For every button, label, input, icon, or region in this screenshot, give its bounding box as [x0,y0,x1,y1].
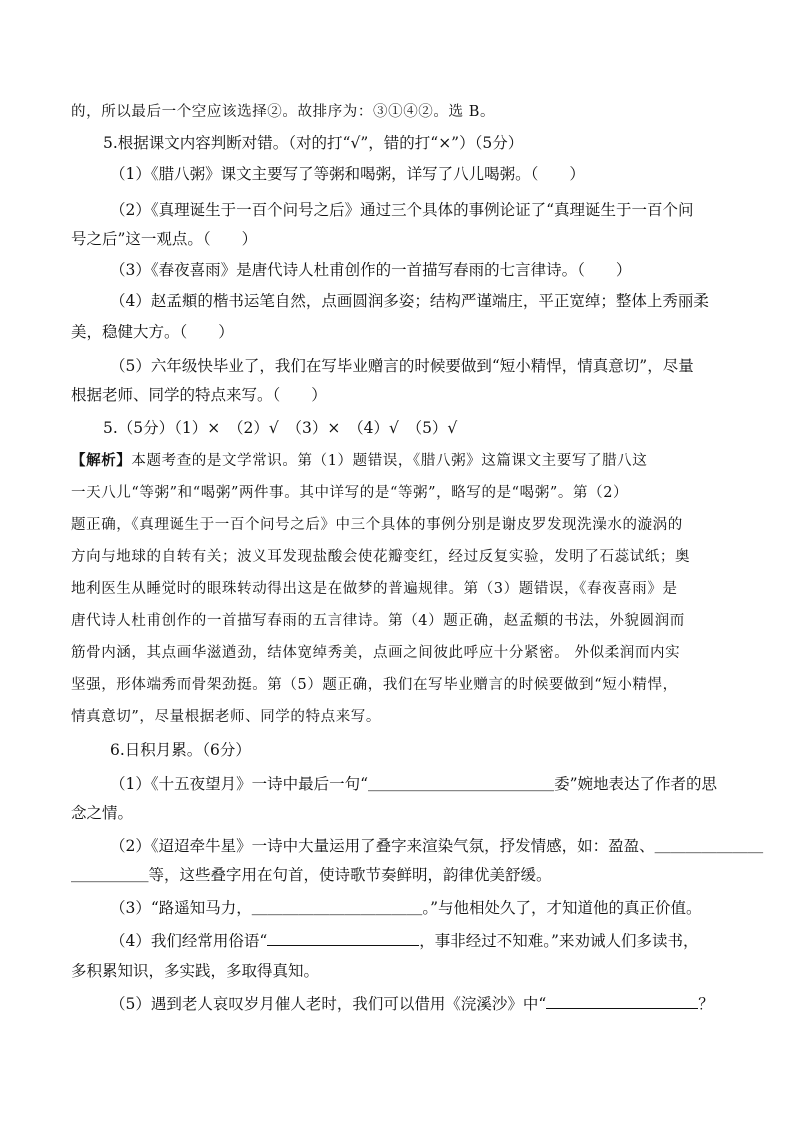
question-5-item-2-cont: 号之后”这一观点。（ ） [71,230,258,248]
item-text: ，事非经过不知难。”来劝诫人们多读书， [419,932,699,950]
analysis-text: 地利医生从睡觉时的眼珠转动得出这是在做梦的普遍规律。第（3）题错误，《春夜喜雨》是 [71,581,678,597]
question-6-item-2-cont: ＿＿＿＿＿等，这些叠字用在句首，使诗歌节奏鲜明，韵律优美舒缓。 [71,866,552,884]
answer-blank: ＿＿＿＿＿＿＿ [654,837,764,855]
answer-blank [546,994,698,1009]
analysis-text: 坚强，形体端秀而骨架劲挺。第（5）题正确，我们在写毕业赠言的时候要做到“短小精悍， [71,677,678,693]
analysis-text: 题正确，《真理诞生于一百个问号之后》中三个具体的事例分别是谢皮罗发现洗澡水的漩涡的 [71,517,683,533]
question-6-item-5 [110,994,714,1014]
item-text: （5）遇到老人哀叹岁月催人老时，我们可以借用《浣溪沙》中“ [110,995,547,1013]
item-text: ？ [698,995,714,1013]
item-text: （2）《迢迢牵牛星》一诗中大量运用了叠字来渲染气氛，抒发情感，如：盈盈、 [110,837,655,855]
analysis-text: 一天八儿“等粥”和“喝粥”两件事。其中详写的是“等粥”，略写的是“喝粥”。第（2） [71,485,629,501]
text-line: 的，所以最后一个空应该选择②。故排序为：③①④②。选 B。 [71,104,496,120]
answer-5: 5.（5分）（1）× （2）√ （3）× （4）√ （5）√ [103,419,458,437]
question-5-item-4: （4）赵孟頫的楷书运笔自然，点画圆润多姿；结构严谨端庄，平正宽绰；整体上秀丽柔 [110,292,709,310]
question-6-title: 6.日积月累。（6分） [110,741,251,759]
question-6-item-1 [110,774,717,794]
analysis-text: 方向与地球的自转有关；波义耳发现盐酸会使花瓣变红，经过反复实验，发明了石蕊试纸；奥 [71,549,691,565]
answer-blank: ＿＿＿＿＿＿＿＿＿＿＿ [251,899,423,917]
answer-blank [267,931,419,946]
item-text: （3）“路遥知马力， [110,899,252,917]
question-5-item-1: （1）《腊八粥》课文主要写了等粥和喝粥，详写了八儿喝粥。（ ） [110,165,585,183]
item-text: （1）《十五夜望月》一诗中最后一句“ [110,775,369,793]
question-5-item-2: （2）《真理诞生于一百个问号之后》通过三个具体的事例论证了“真理诞生于一百个问 [110,201,694,219]
item-text: 。”与他相处久了，才知道他的真正价值。 [422,899,702,917]
analysis-text: 筋骨内涵，其点画华滋遒劲，结体宽绰秀美，点画之间彼此呼应十分紧密。 外似柔润而内实 [71,645,681,661]
analysis-text: 本题考查的是文学常识。第（1）题错误，《腊八粥》这篇课文主要写了腊八这 [131,453,648,469]
analysis-label: 【解析】 [71,452,132,469]
question-5-item-5: （5）六年级快毕业了，我们在写毕业赠言的时候要做到“短小精悍，情真意切”，尽量 [110,357,694,375]
question-5-item-3: （3）《春夜喜雨》是唐代诗人杜甫创作的一首描写春雨的七言律诗。（ ） [110,261,632,279]
analysis-line [71,451,647,471]
item-text: 委”婉地表达了作者的思 [554,775,717,793]
question-6-item-3 [110,898,702,918]
question-6-item-4 [110,931,698,951]
question-5-item-5-cont: 根据老师、同学的特点来写。（ ） [71,386,327,404]
analysis-text: 唐代诗人杜甫创作的一首描写春雨的五言律诗。第（4）题正确，赵孟頫的书法，外貌圆润而 [71,613,685,629]
answer-blank: ＿＿＿＿＿＿＿＿＿＿＿＿ [368,775,555,793]
analysis-text: 情真意切”，尽量根据老师、同学的特点来写。 [71,709,382,725]
question-5-title: 5.根据课文内容判断对错。（对的打“√”，错的打“×”）（5分） [103,134,524,152]
item-text: （4）我们经常用俗语“ [110,932,268,950]
question-6-item-1-cont: 念之情。 [71,804,134,822]
question-6-item-2 [110,836,763,856]
question-5-item-4-cont: 美，稳健大方。（ ） [71,323,234,341]
question-6-item-4-cont: 多积累知识，多实践，多取得真知。 [71,962,320,980]
